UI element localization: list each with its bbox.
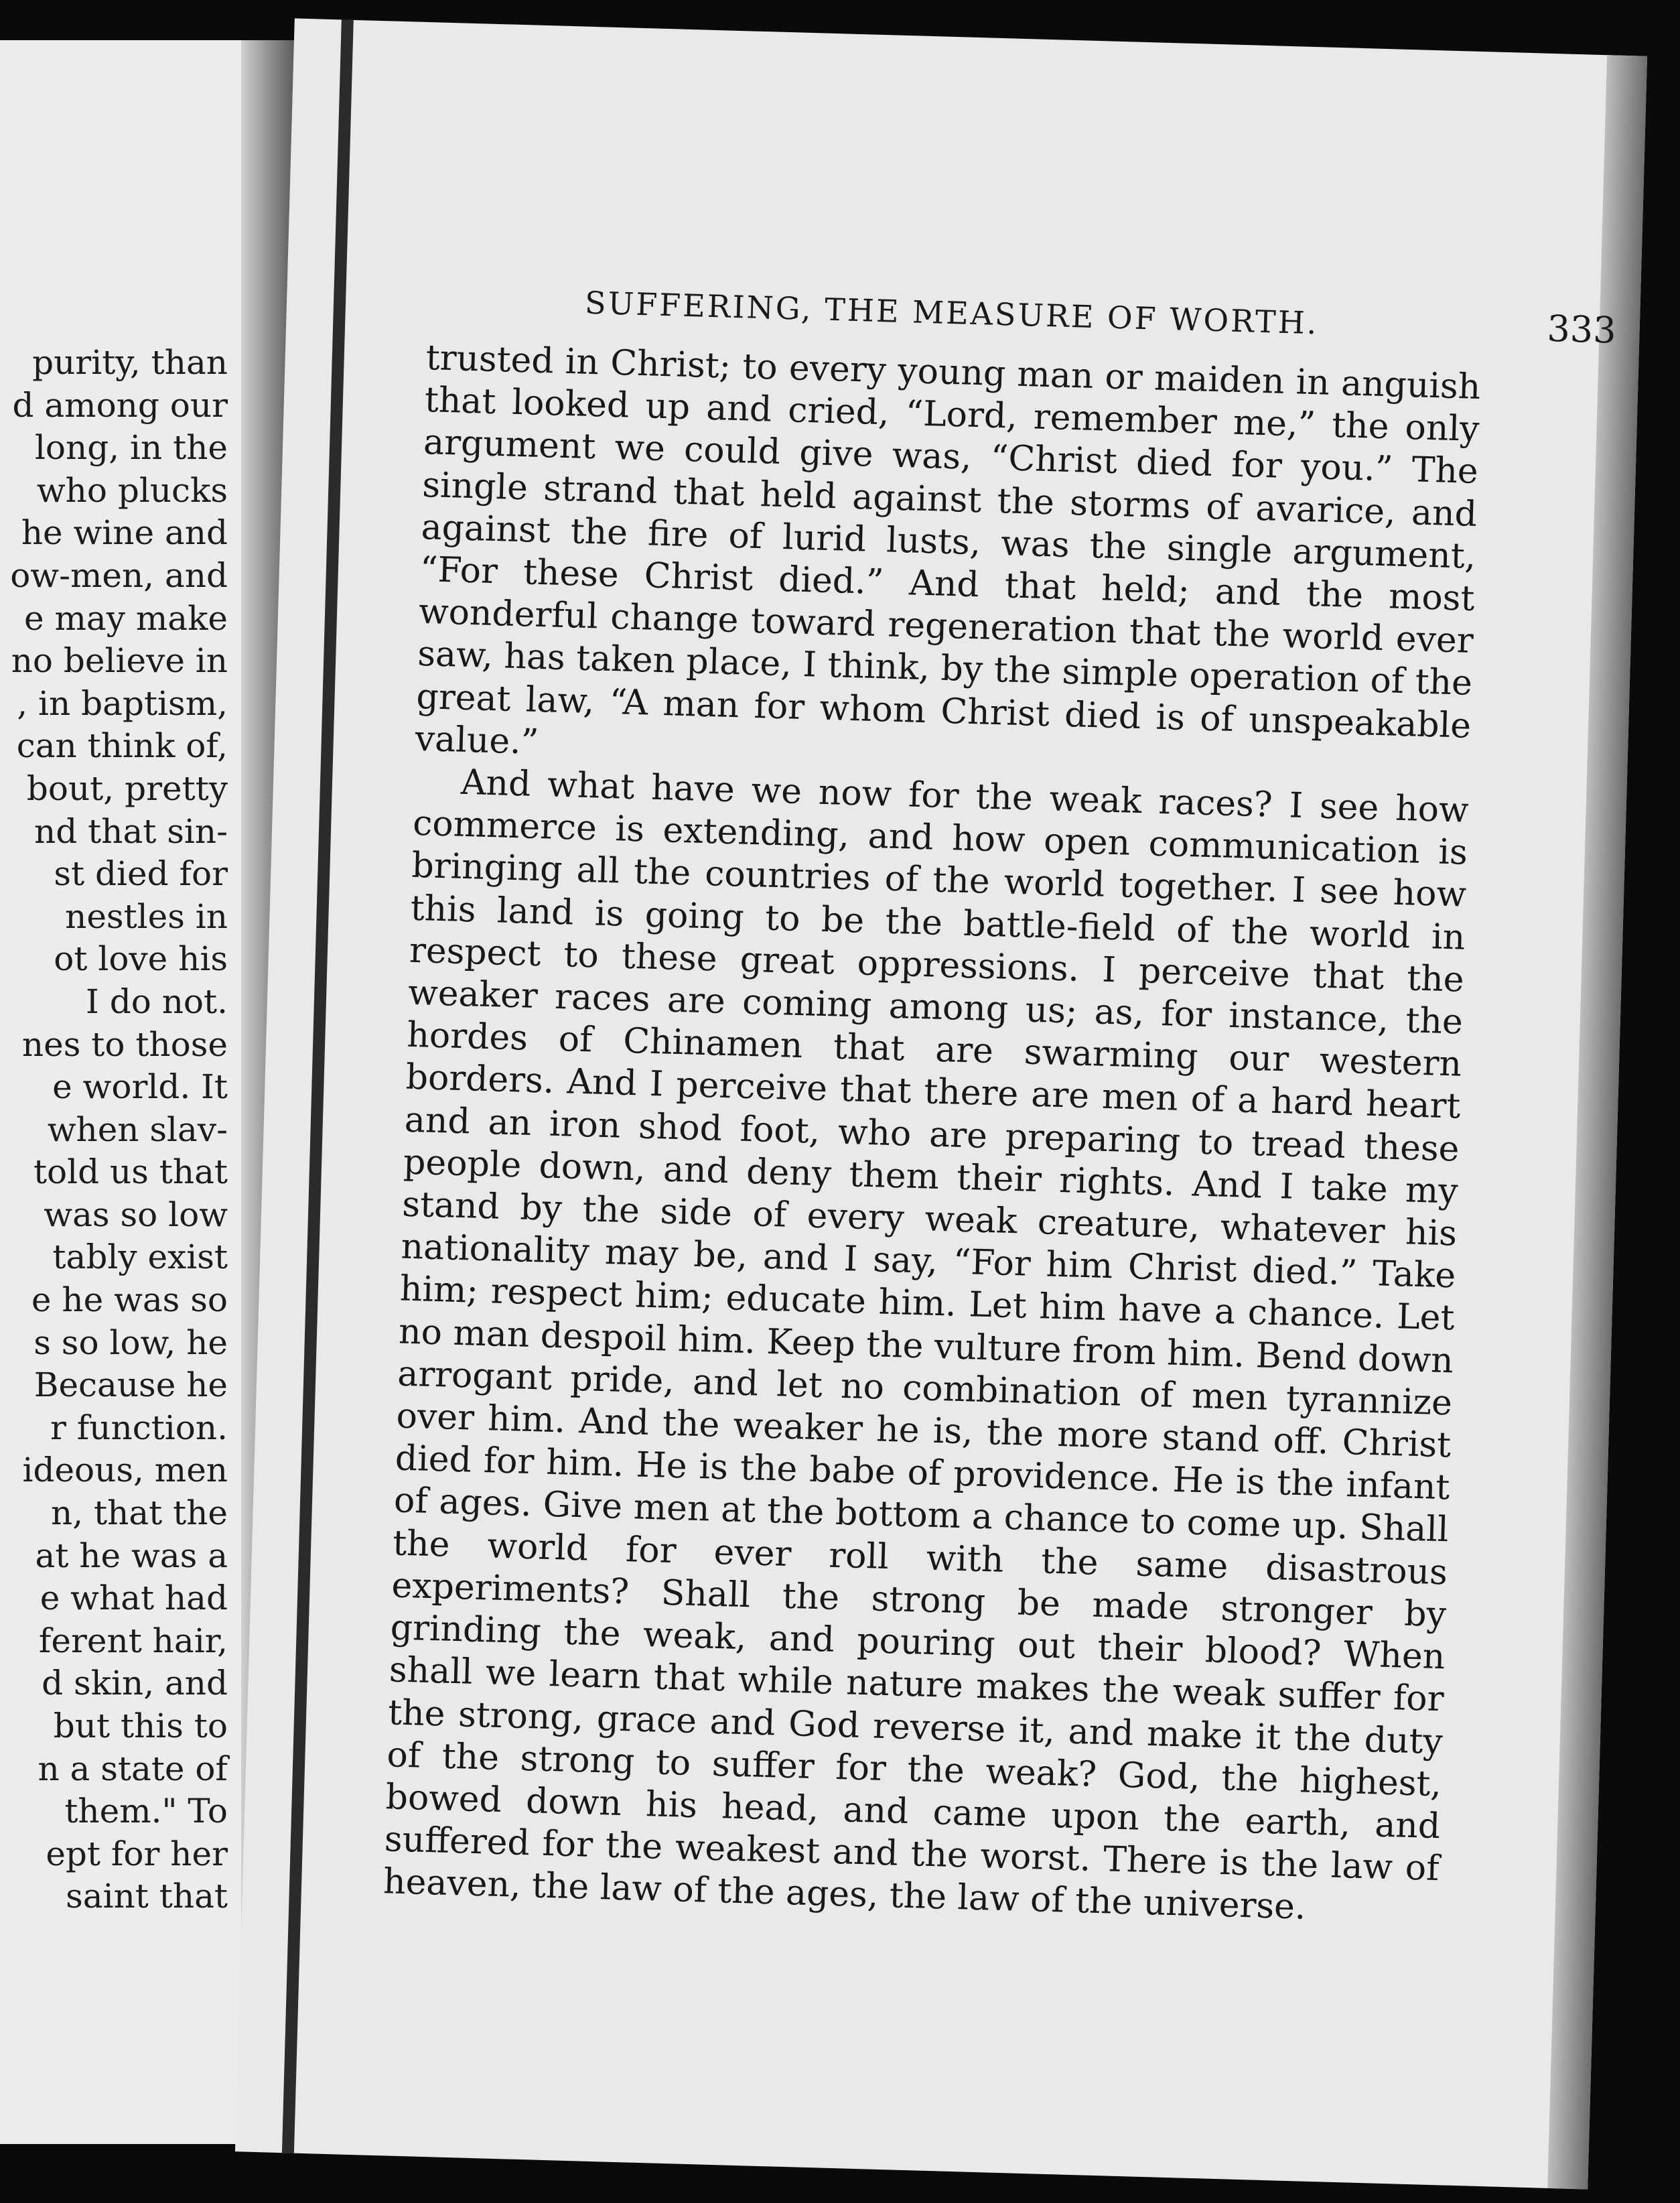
left-page-line: d skin, and [42, 1664, 228, 1703]
page-number: 333 [1546, 307, 1617, 352]
left-page-line: bout, pretty [26, 769, 228, 808]
running-head: SUFFERING, THE MEASURE OF WORTH. [584, 284, 1320, 342]
left-page-line: n a state of [38, 1749, 228, 1788]
left-page-line: ept for her [46, 1834, 228, 1873]
left-page-line: e may make [24, 598, 228, 638]
left-page-line: n, that the [51, 1493, 228, 1533]
left-page-line: I do not. [86, 982, 228, 1021]
left-page-line: them." To [64, 1792, 228, 1831]
left-page-line: no believe in [11, 641, 228, 681]
left-page-line: ow-men, and [10, 555, 228, 595]
left-page-line: long, in the [34, 428, 228, 468]
left-page-line: nestles in [65, 896, 228, 936]
left-page-line: told us that [33, 1152, 228, 1192]
left-page-line: s so low, he [33, 1323, 228, 1362]
left-page-line: , in baptism, [17, 683, 228, 723]
left-page-line: when slav- [47, 1110, 228, 1149]
left-page-line: e he was so [31, 1280, 228, 1320]
binding-edge [282, 19, 354, 2153]
left-page-line: nd that sin- [34, 811, 228, 851]
left-page-line: purity, than [32, 343, 228, 382]
left-page-line: can think of, [16, 726, 228, 766]
left-page-line: Because he [33, 1365, 228, 1405]
paragraph: trusted in Christ; to every young man or maiden in anguish that looked up and cried, “Lord, remember me,” the only argument we could give was, “Christ died for you.” The single strand that held against the storms of avarice, and against the fire of lurid lusts, was the single argument, “For these Christ died.” And that held; and the most wonderful change toward regeneration that the world ever saw, has taken place, I think, by the simple operation of the great law, “A man for whom Christ died is of unspeakable value.” [415, 338, 1482, 762]
left-page-line: d among our [12, 385, 228, 425]
left-page-line: tably exist [52, 1238, 228, 1277]
left-page-line: ot love his [54, 939, 228, 979]
page-edge [1547, 55, 1647, 2189]
left-page-line: ferent hair, [38, 1621, 228, 1660]
left-page-text [0, 342, 228, 1918]
left-page-line: but this to [53, 1707, 228, 1745]
left-page-line: was so low [44, 1195, 228, 1234]
left-page-line: saint that [66, 1877, 228, 1916]
paragraph: And what have we now for the weak races? I see how commerce is extending, and how open communication is bringing all the countries of the world together. I see how this land is going to be the battle-field of the world in respect to these great oppressions. I perceive that the weaker races are coming among us; as, for instance, the hordes of Chinamen that are swarming our western borders. And I perceive that there are men of a hard heart and an iron shod foot, who are preparing to tread these people down, and deny them their rights. And I take my stand by the side of every weak creature, whatever his nationality may be, and I say, “For him Christ died.” Take him; respect him; educate him. Let him have a chance. Let no man despoil him. Keep the vulture from him. Bend down arrogant pride, and let no combination of men tyrannize over him. And the weaker he is, the more stand off. Christ died for him. He is the babe of providence. He is the infant of ages. Give men at the bottom a chance to come up. Shall the world for ever roll with the same disastrous experiments? Shall the strong be made stronger by grinding the weak, and pouring out their blood? When shall we learn that while nature makes the weak suffer for the strong, grace and God reverse it, and make it the duty of the strong to suffer for the weak? God, the highest, bowed down his head, and came upon the earth, and suffered for the weakest and the worst. There is the law of heaven, the law of the ages, the law of the universe. [382, 762, 1470, 1928]
left-page-line: at he was a [35, 1536, 228, 1575]
left-page-line: e world. It [52, 1067, 228, 1107]
body-text [382, 337, 1481, 1933]
left-page-line: he wine and [21, 513, 228, 553]
left-page-line: st died for [54, 854, 228, 894]
right-page [235, 18, 1647, 2189]
left-page-line: e what had [40, 1579, 228, 1618]
left-page-line: r function. [50, 1408, 228, 1447]
left-page-line: who plucks [36, 470, 228, 510]
left-page-line: ideous, men [22, 1451, 228, 1490]
left-page-line: nes to those [21, 1024, 228, 1064]
